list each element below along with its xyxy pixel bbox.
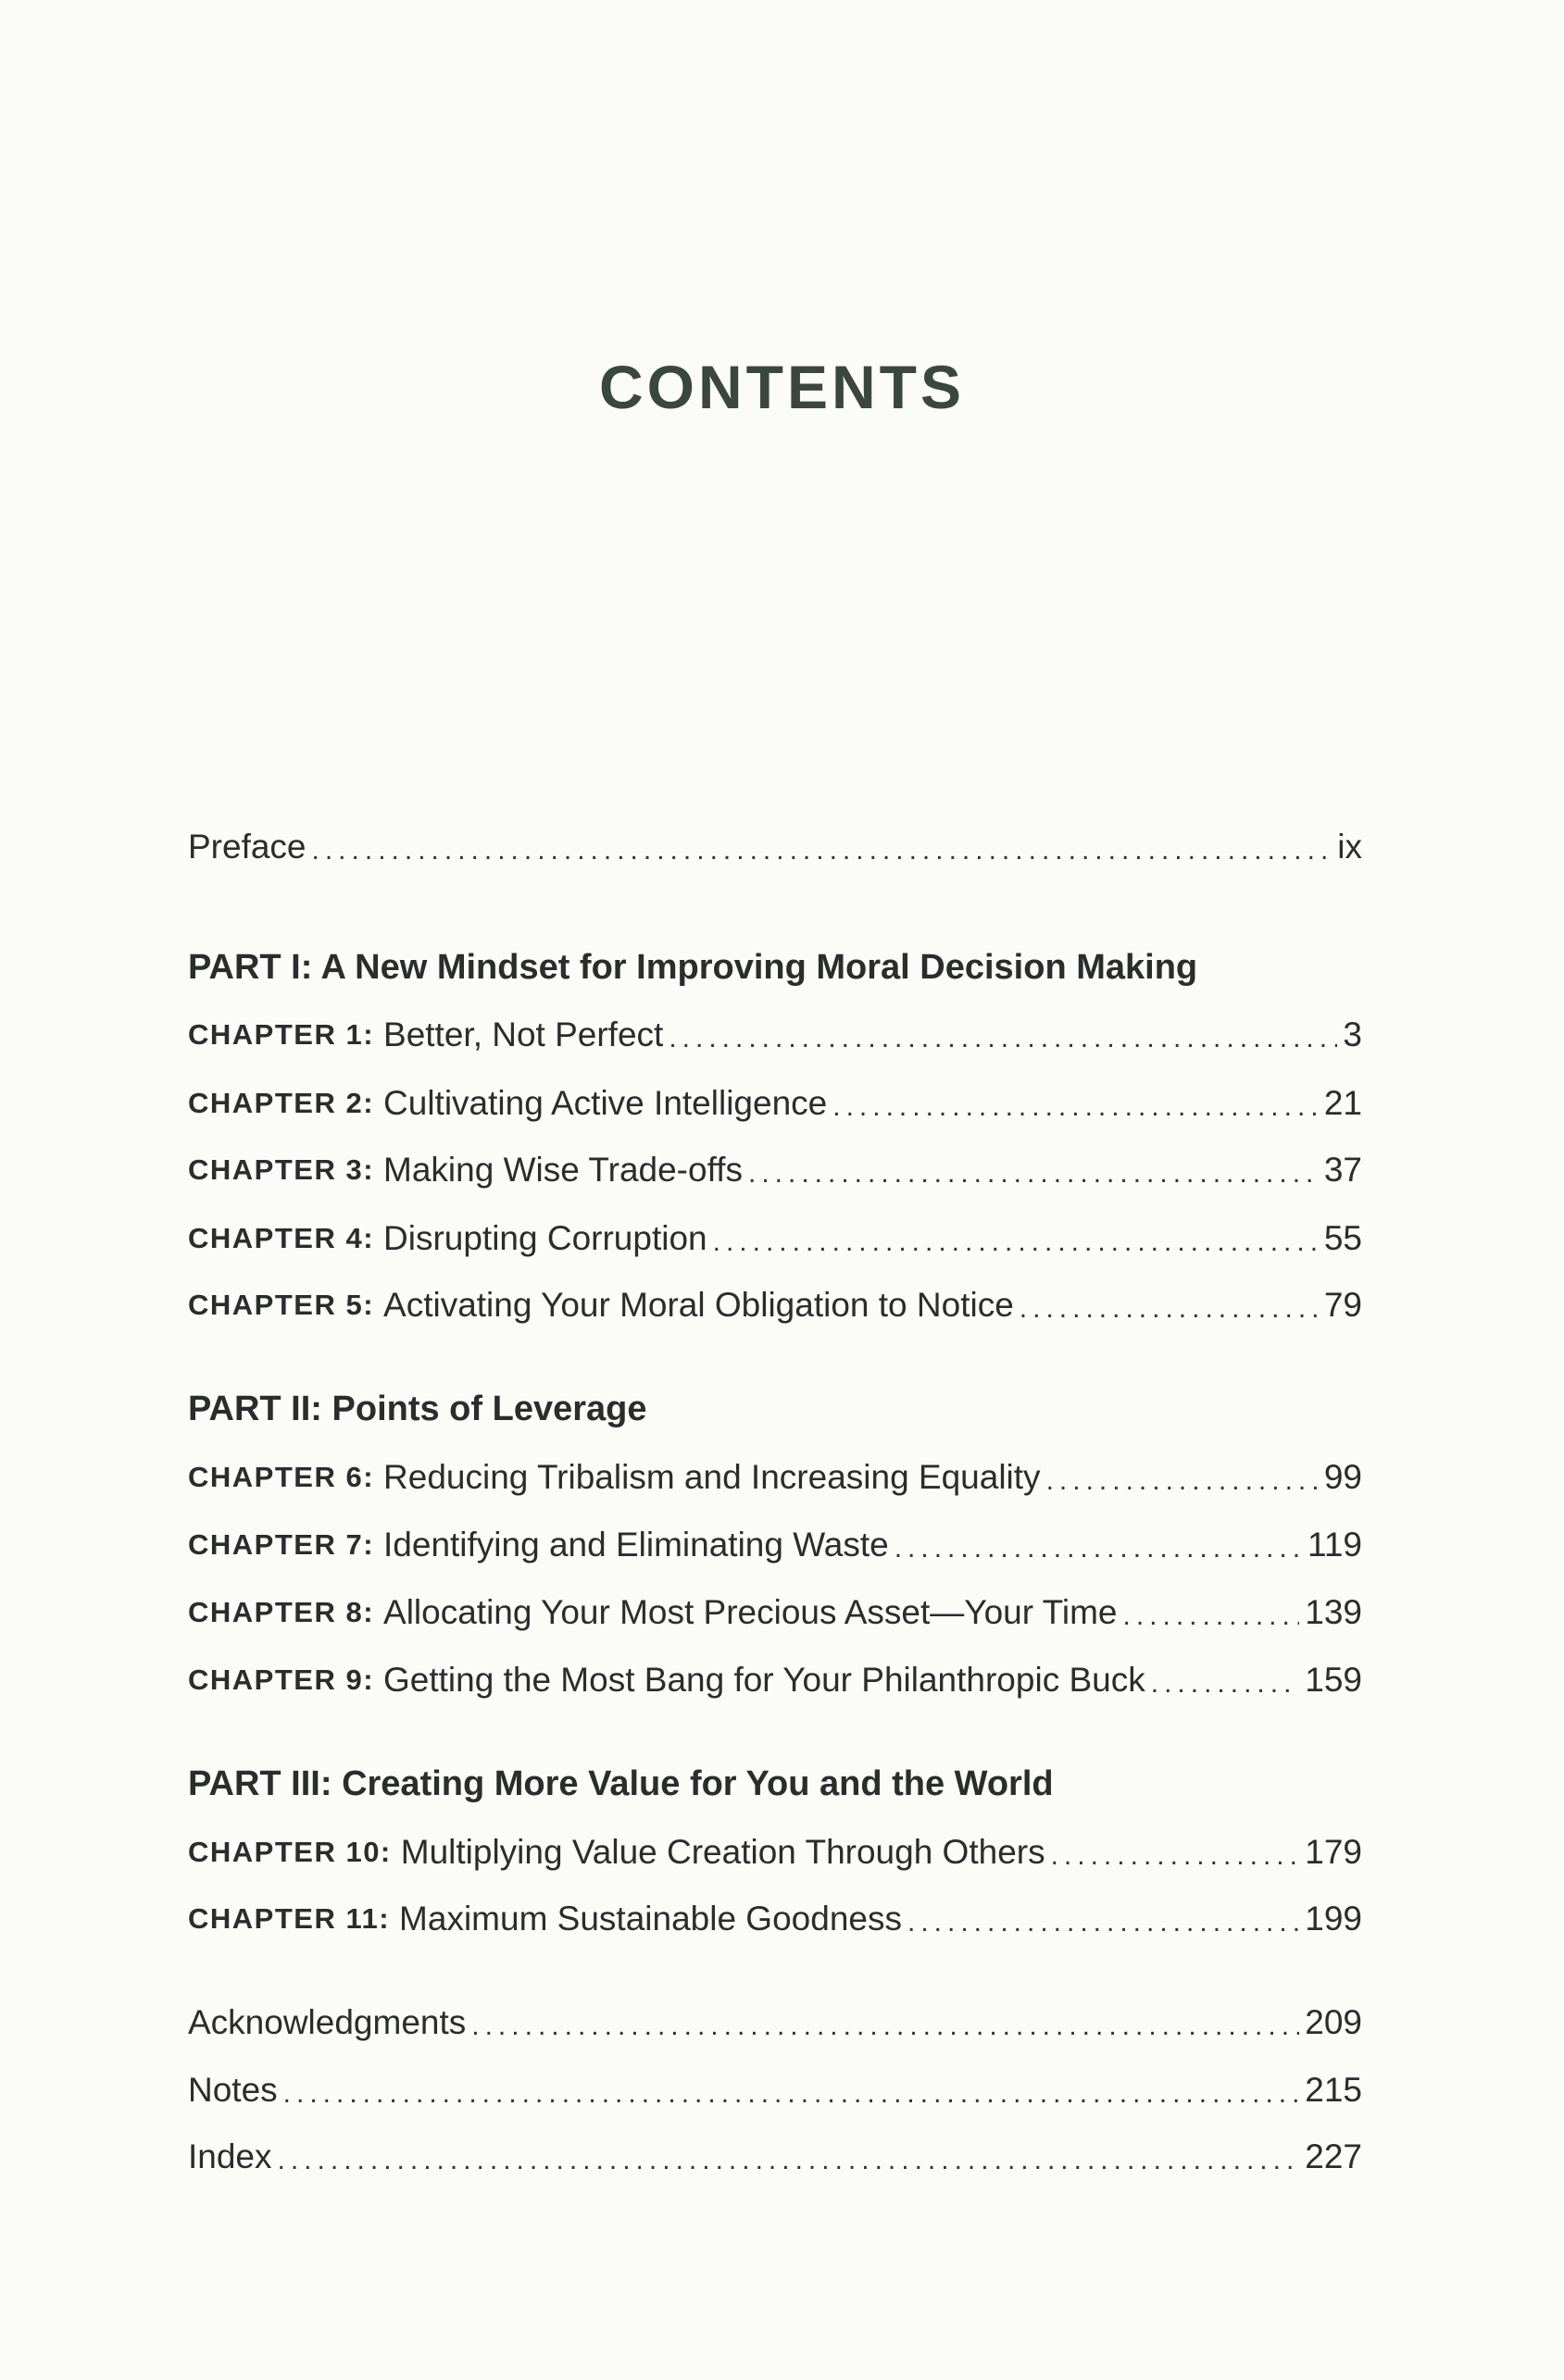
toc-entry[interactable] bbox=[188, 1585, 1362, 1640]
chapter-label: CHAPTER 11: bbox=[188, 1902, 391, 1935]
dot-leader bbox=[669, 1016, 1337, 1054]
entry-title: Cultivating Active Intelligence bbox=[383, 1084, 828, 1122]
chapter-label: CHAPTER 9: bbox=[188, 1664, 375, 1696]
entry-title: Disrupting Corruption bbox=[383, 1219, 707, 1257]
entry-title: Better, Not Perfect bbox=[383, 1016, 664, 1053]
entry-title: Reducing Tribalism and Increasing Equality bbox=[383, 1458, 1041, 1496]
entry-title: Maximum Sustainable Goodness bbox=[399, 1900, 902, 1938]
part-heading: PART I: A New Mindset for Improving Moral Decision Making bbox=[188, 947, 1198, 987]
dot-leader bbox=[312, 828, 1333, 866]
chapter-label: CHAPTER 6: bbox=[188, 1461, 375, 1493]
toc-entry[interactable] bbox=[188, 1142, 1362, 1198]
entry-title: Activating Your Moral Obligation to Notice bbox=[383, 1286, 1014, 1324]
toc-entry[interactable] bbox=[188, 1825, 1362, 1880]
toc-entry[interactable] bbox=[188, 1517, 1362, 1573]
dot-leader bbox=[1123, 1593, 1300, 1632]
dot-leader bbox=[471, 2003, 1299, 2042]
chapter-label: CHAPTER 10: bbox=[188, 1836, 392, 1868]
chapter-label: CHAPTER 7: bbox=[188, 1528, 375, 1561]
toc-entry[interactable] bbox=[188, 1277, 1362, 1333]
dot-leader bbox=[895, 1526, 1302, 1564]
toc-entry[interactable] bbox=[188, 1076, 1362, 1131]
entry-title: Getting the Most Bang for Your Philanthropic Buck bbox=[383, 1661, 1145, 1699]
part-heading: PART II: Points of Leverage bbox=[188, 1389, 647, 1428]
entry-title: Making Wise Trade-offs bbox=[383, 1151, 743, 1189]
page-number: 199 bbox=[1305, 1900, 1362, 1938]
page-number: 79 bbox=[1323, 1286, 1362, 1324]
toc-entry[interactable] bbox=[188, 1995, 1362, 2050]
entry-title: Allocating Your Most Precious Asset—Your Time bbox=[383, 1593, 1118, 1631]
entry-title: Preface bbox=[188, 828, 307, 866]
toc-entry[interactable] bbox=[188, 2129, 1362, 2185]
page-number: 209 bbox=[1305, 2003, 1362, 2041]
chapter-label: CHAPTER 5: bbox=[188, 1289, 375, 1321]
page-number: 159 bbox=[1305, 1661, 1362, 1699]
entry-title: Multiplying Value Creation Through Others bbox=[400, 1833, 1045, 1871]
page-number: 21 bbox=[1323, 1084, 1362, 1122]
toc-entry[interactable] bbox=[188, 819, 1362, 875]
page-number: 215 bbox=[1305, 2071, 1362, 2109]
toc-entry[interactable] bbox=[188, 2062, 1362, 2118]
page-number: 139 bbox=[1305, 1593, 1362, 1631]
dot-leader bbox=[713, 1219, 1319, 1258]
page-number: 179 bbox=[1305, 1833, 1362, 1871]
dot-leader bbox=[748, 1151, 1319, 1190]
chapter-label: CHAPTER 2: bbox=[188, 1087, 375, 1119]
toc-entry[interactable] bbox=[188, 1450, 1362, 1505]
chapter-label: CHAPTER 3: bbox=[188, 1153, 375, 1186]
page-number: 227 bbox=[1305, 2137, 1362, 2175]
page-number: 3 bbox=[1343, 1016, 1362, 1053]
entry-title: Index bbox=[188, 2137, 272, 2175]
page-number: 55 bbox=[1323, 1219, 1362, 1257]
dot-leader bbox=[278, 2137, 1300, 2176]
chapter-label: CHAPTER 1: bbox=[188, 1018, 375, 1051]
dot-leader bbox=[1046, 1458, 1319, 1497]
page-number: 119 bbox=[1308, 1526, 1362, 1564]
page-number: 99 bbox=[1323, 1458, 1362, 1496]
page-title: CONTENTS bbox=[599, 353, 965, 421]
page-number: ix bbox=[1337, 828, 1362, 866]
entry-title: Acknowledgments bbox=[188, 2003, 467, 2041]
dot-leader bbox=[1051, 1833, 1300, 1872]
chapter-label: CHAPTER 8: bbox=[188, 1596, 375, 1628]
dot-leader bbox=[283, 2071, 1300, 2110]
toc-entry[interactable] bbox=[188, 1007, 1362, 1063]
dot-leader bbox=[1020, 1286, 1319, 1325]
dot-leader bbox=[832, 1084, 1319, 1123]
part-heading: PART III: Creating More Value for You and the World bbox=[188, 1763, 1054, 1803]
toc-entry[interactable] bbox=[188, 1652, 1362, 1708]
entry-title: Identifying and Eliminating Waste bbox=[383, 1526, 889, 1564]
page-number: 37 bbox=[1323, 1151, 1362, 1189]
entry-title: Notes bbox=[188, 2071, 278, 2109]
chapter-label: CHAPTER 4: bbox=[188, 1222, 375, 1254]
dot-leader bbox=[907, 1900, 1299, 1938]
toc-entry[interactable] bbox=[188, 1211, 1362, 1266]
toc-entry[interactable] bbox=[188, 1891, 1362, 1947]
dot-leader bbox=[1151, 1661, 1300, 1700]
